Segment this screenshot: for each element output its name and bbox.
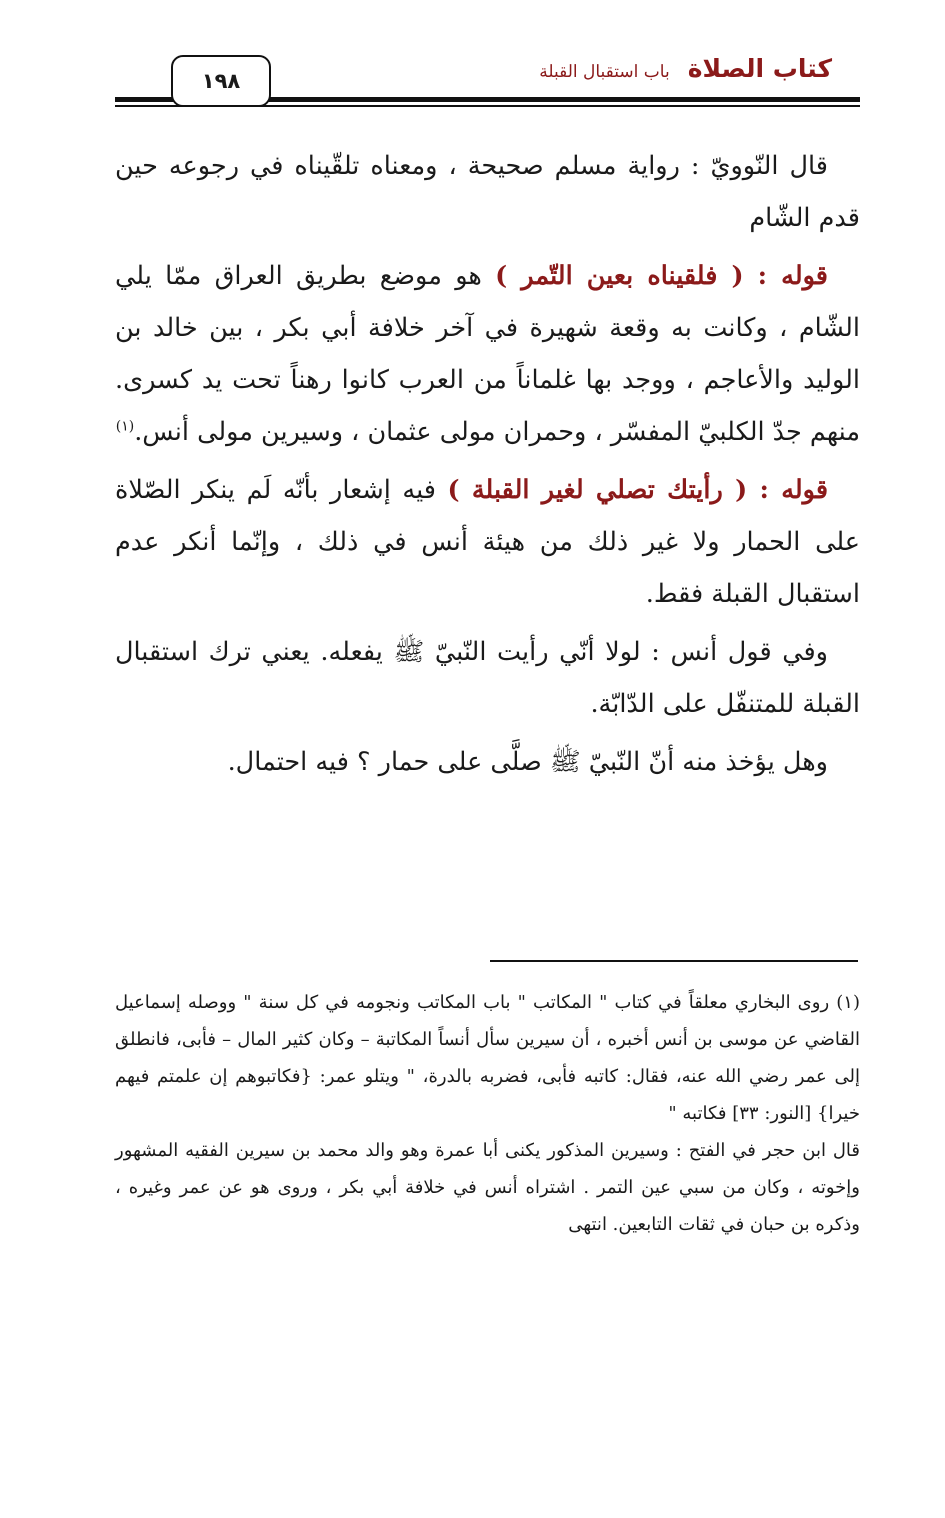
paragraph-ayn-al-tamr <box>115 250 860 458</box>
quote-label: قوله : ( رأيتك تصلي لغير القبلة ) <box>447 475 829 505</box>
main-text <box>115 140 860 794</box>
paragraph-ghayr-al-qibla <box>115 464 860 620</box>
paragraph-text: هو موضع بطريق العراق ممّا يلي الشّام ، وكانت به وقعة شهيرة في آخر خلافة أبي بكر ، بين خالد بن الوليد والأعاجم ، ووجد بها غلماناً من العرب كانوا رهناً تحت يد كسرى. منهم جدّ الكلبيّ المفسّر ، وحمران مولى عثمان ، وسيرين مولى أنس. <box>115 261 860 447</box>
page-header <box>115 40 860 110</box>
quote-label: قوله : ( فلقيناه بعين التّمر ) <box>495 261 828 291</box>
paragraph-text: وفي قول أنس : لولا أنّي رأيت النّبيّ ﷺ يفعله. يعني ترك استقبال القبلة للمتنفّل على الدّابّة. <box>115 637 860 719</box>
footnote-marker: (١) <box>115 418 135 435</box>
paragraph-text: قال النّوويّ : رواية مسلم صحيحة ، ومعناه تلقّيناه في رجوعه حين قدم الشّام <box>115 151 860 233</box>
paragraph-nawawi <box>115 140 860 244</box>
paragraph-text: وهل يؤخذ منه أنّ النّبيّ ﷺ صلَّى على حمار ؟ فيه احتمال. <box>227 747 828 777</box>
footnote-1-continuation: قال ابن حجر في الفتح : وسيرين المذكور يكنى أبا عمرة وهو والد محمد بن سيرين الفقيه المشهور وإخوته ، وكان من سبي عين التمر . اشتراه أنس في خلافة أبي بكر ، وروى هو عن عمر وغيره ، وذكره بن حبان في ثقات التابعين. انتهى <box>115 1140 861 1235</box>
footnote-1: (١) روى البخاري معلقاً في كتاب " المكاتب " باب المكاتب ونجومه في كل سنة " ووصله إسماعيل القاضي عن موسى بن أنس أخبره ، أن سيرين سأل أنساً المكاتبة – وكان كثير المال – فأبى، فانطلق إلى عمر رضي الله عنه، فقال: كاتبه فأبى، فضربه بالدرة، " ويتلو عمر: {فكاتبوهم إن علمتم فيهم خيرا} [النور: ٣٣] فكاتبه " <box>115 992 861 1124</box>
paragraph-text: فيه إشعار بأنّه لَم ينكر الصّلاة على الحمار ولا غير ذلك من هيئة أنس في ذلك ، وإنّما أنكر عدم استقبال القبلة فقط. <box>115 475 860 609</box>
page-number: ١٩٨ <box>171 55 271 107</box>
running-head <box>539 54 832 83</box>
chapter-title: باب استقبال القبلة <box>539 62 670 82</box>
book-title: كتاب الصلاة <box>687 54 832 83</box>
paragraph-himar <box>115 736 860 788</box>
footnote-separator <box>490 960 858 962</box>
paragraph-anas <box>115 626 860 730</box>
footnotes <box>115 984 860 1243</box>
